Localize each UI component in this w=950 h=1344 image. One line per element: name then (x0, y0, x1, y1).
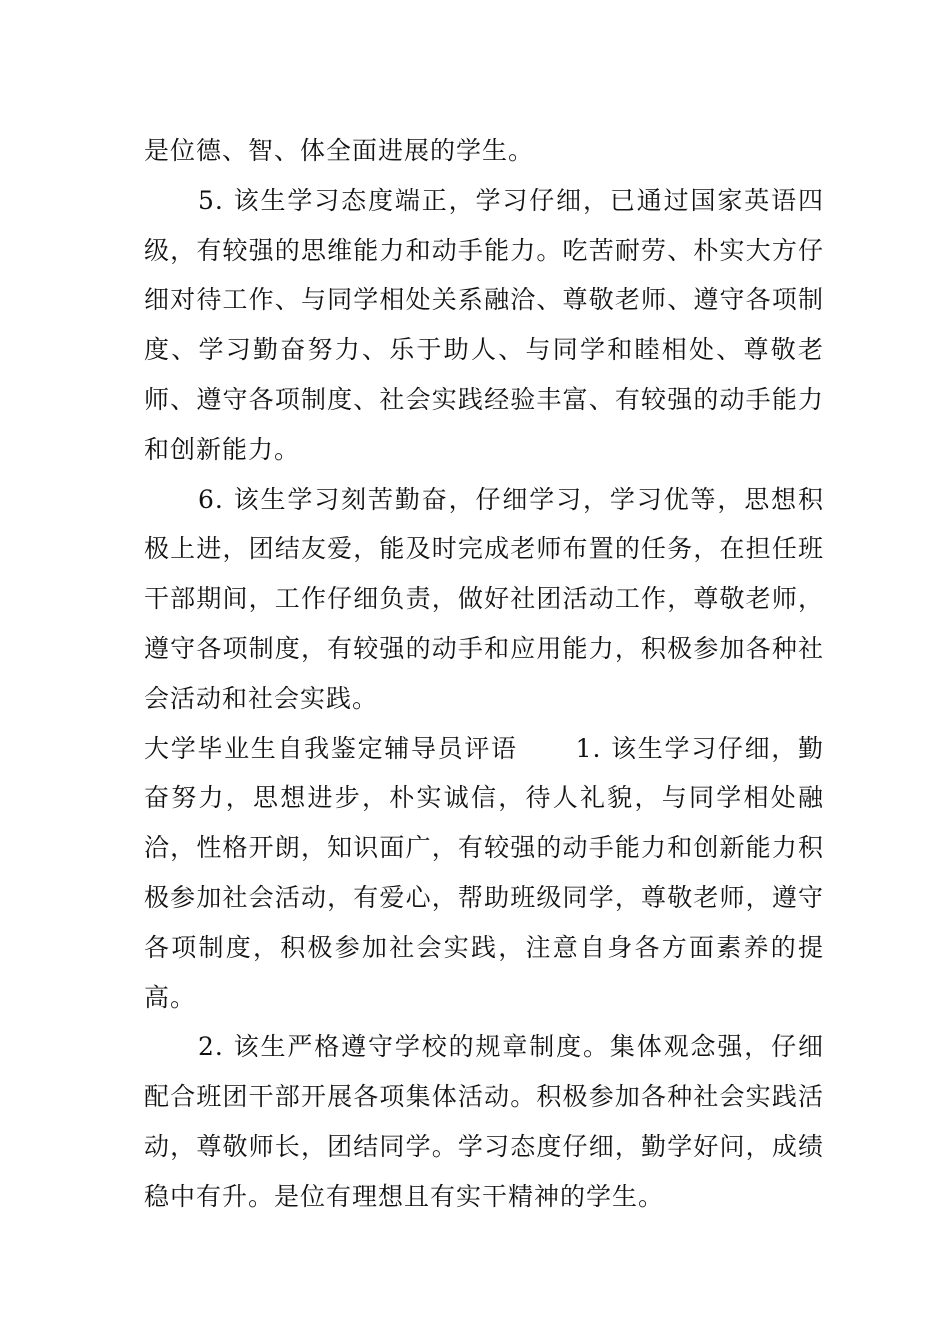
paragraph-continuation: 是位德、智、体全面进展的学生。 (144, 136, 535, 165)
paragraph-item-6: 6. 该生学习刻苦勤奋，仔细学习，学习优等，思想积极上进，团结友爱，能及时完成老师布置的任务，在担任班干部期间，工作仔细负责，做好社团活动工作，尊敬老师，遵守各项制度，有较强的动手和应用能力，积极参加各种社会活动和社会实践。 (144, 484, 824, 713)
paragraph-item-1: 1. 该生学习仔细，勤奋努力，思想进步，朴实诚信，待人礼貌，与同学相处融洽，性格开朗，知识面广，有较强的动手能力和创新能力积极参加社会活动，有爱心，帮助班级同学，尊敬老师，遵守各项制度，积极参加社会实践，注意自身各方面素养的提高。 (144, 733, 824, 1012)
section-paragraph (144, 724, 824, 1023)
section-title: 大学毕业生自我鉴定辅导员评语 (144, 733, 518, 763)
paragraph-item-2: 2. 该生严格遵守学校的规章制度。集体观念强，仔细配合班团干部开展各项集体活动。积极参加各种社会实践活动，尊敬师长，团结同学。学习态度仔细，勤学好问，成绩稳中有升。是位有理想且有实干精神的学生。 (144, 1032, 824, 1211)
document-body (144, 126, 824, 1222)
section-gap (518, 734, 576, 763)
paragraph-item-5: 5. 该生学习态度端正，学习仔细，已通过国家英语四级，有较强的思维能力和动手能力。吃苦耐劳、朴实大方仔细对待工作、与同学相处关系融洽、尊敬老师、遵守各项制度、学习勤奋努力、乐于助人、与同学和睦相处、尊敬老师、遵守各项制度、社会实践经验丰富、有较强的动手能力和创新能力。 (144, 185, 824, 464)
